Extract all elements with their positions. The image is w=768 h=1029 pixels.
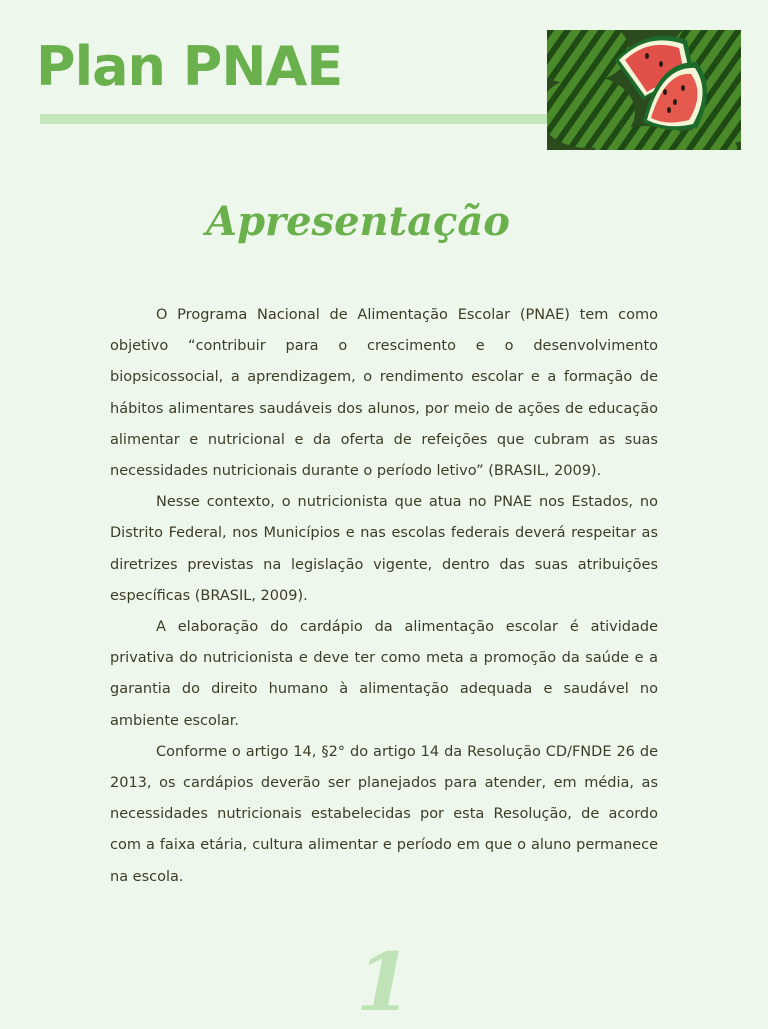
page-number: 1 <box>356 935 412 1029</box>
paragraph: Nesse contexto, o nutricionista que atua no PNAE nos Estados, no Distrito Federal, nos Municípios e nas escolas federais deverá respeitar as diretrizes previstas na legislação vigente, dentro das suas atribuições específicas (BRASIL, 2009). <box>110 494 658 604</box>
body-text <box>110 300 658 893</box>
paragraph: Conforme o artigo 14, §2° do artigo 14 da Resolução CD/FNDE 26 de 2013, os cardápios deverão ser planejados para atender, em média, as necessidades nutricionais estabelecidas por esta Resolução, de acordo com a faixa etária, cultura alimentar e período em que o aluno permanece na escola. <box>110 743 658 885</box>
section-heading: Apresentação <box>206 198 510 245</box>
header-divider <box>40 114 560 124</box>
paragraph: O Programa Nacional de Alimentação Escolar (PNAE) tem como objetivo “contribuir para o crescimento e o desenvolvimento biopsicossocial, a aprendizagem, o rendimento escolar e a formação de hábitos alimentares saudáveis dos alunos, por meio de ações de educação alimentar e nutricional e da oferta de refeições que cubram as suas necessidades nutricionais durante o período letivo” (BRASIL, 2009). <box>110 307 658 480</box>
watermelon-photo <box>547 30 741 150</box>
brand-title: Plan PNAE <box>36 35 343 98</box>
paragraph: A elaboração do cardápio da alimentação escolar é atividade privativa do nutricionista e deve ter como meta a promoção da saúde e a garantia do direito humano à alimentação adequada e saudável no ambiente escolar. <box>110 619 658 729</box>
